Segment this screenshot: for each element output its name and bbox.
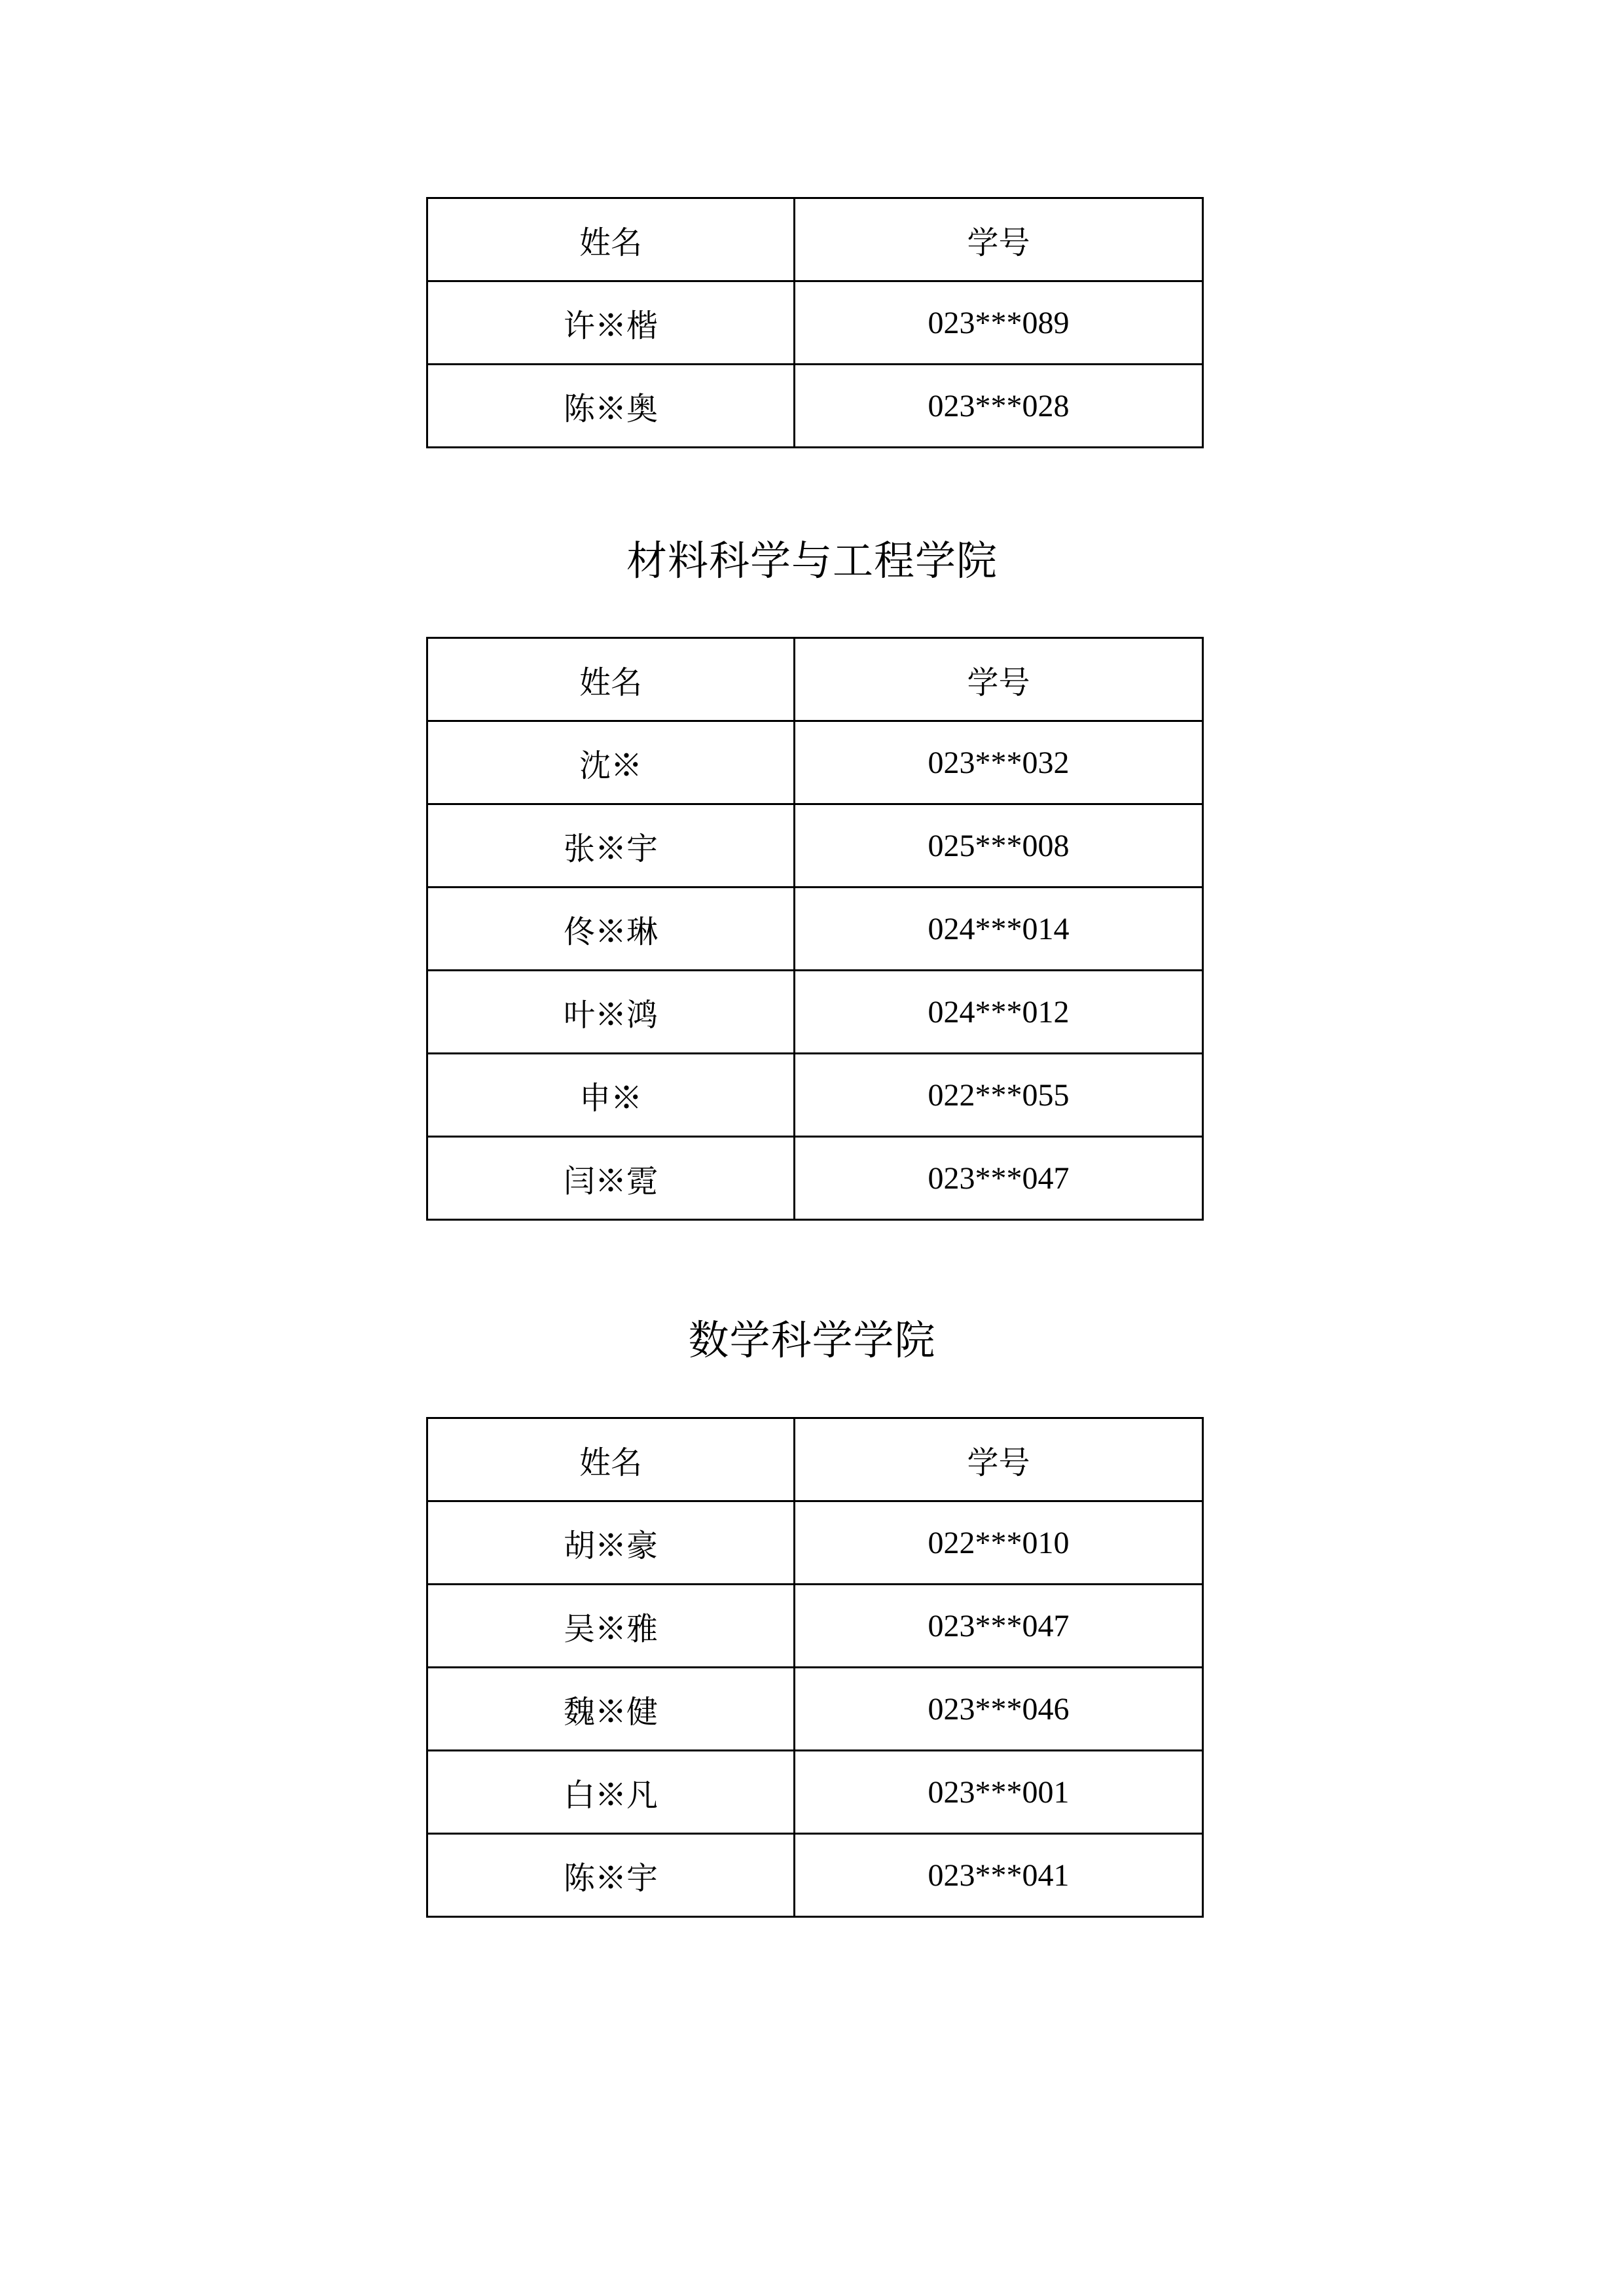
student-id: 023***032	[795, 721, 1203, 804]
table-row	[427, 1585, 1203, 1668]
roster-table-mathematics	[426, 1417, 1204, 1918]
student-id: 023***047	[795, 1585, 1203, 1668]
student-id: 023***041	[795, 1834, 1203, 1917]
table-row	[427, 888, 1203, 971]
student-name: 吴※雅	[427, 1585, 795, 1668]
student-id: 023***046	[795, 1668, 1203, 1751]
section-title-materials: 材料科学与工程学院	[626, 537, 998, 584]
table-row	[427, 971, 1203, 1054]
student-name: 白※凡	[427, 1751, 795, 1834]
student-name: 叶※鸿	[427, 971, 795, 1054]
student-id: 024***014	[795, 888, 1203, 971]
student-name: 陈※宇	[427, 1834, 795, 1917]
table-row	[427, 1501, 1203, 1585]
student-id-column-header: 学号	[795, 1418, 1203, 1501]
student-id: 025***008	[795, 804, 1203, 888]
table-header-row	[427, 638, 1203, 721]
table-header-row	[427, 198, 1203, 281]
student-id: 023***001	[795, 1751, 1203, 1834]
name-column-header: 姓名	[427, 1418, 795, 1501]
name-column-header: 姓名	[427, 198, 795, 281]
student-name: 魏※健	[427, 1668, 795, 1751]
name-column-header: 姓名	[427, 638, 795, 721]
student-name: 申※	[427, 1054, 795, 1137]
student-id: 024***012	[795, 971, 1203, 1054]
table-row	[427, 804, 1203, 888]
roster-table-materials	[426, 637, 1204, 1221]
student-name: 闫※霓	[427, 1137, 795, 1220]
student-id: 022***010	[795, 1501, 1203, 1585]
table-header-row	[427, 1418, 1203, 1501]
student-id: 023***028	[795, 365, 1203, 448]
roster-table-continued	[426, 197, 1204, 448]
section-title-mathematics: 数学科学学院	[688, 1316, 936, 1364]
table-row	[427, 1137, 1203, 1220]
student-id: 023***047	[795, 1137, 1203, 1220]
student-id: 022***055	[795, 1054, 1203, 1137]
table-row	[427, 1751, 1203, 1834]
student-id-column-header: 学号	[795, 198, 1203, 281]
student-name: 佟※琳	[427, 888, 795, 971]
student-name: 胡※豪	[427, 1501, 795, 1585]
student-name: 许※楷	[427, 281, 795, 365]
student-name: 张※宇	[427, 804, 795, 888]
student-id: 023***089	[795, 281, 1203, 365]
student-name: 陈※奥	[427, 365, 795, 448]
table-row	[427, 365, 1203, 448]
student-name: 沈※	[427, 721, 795, 804]
table-row	[427, 1668, 1203, 1751]
table-row	[427, 1054, 1203, 1137]
student-id-column-header: 学号	[795, 638, 1203, 721]
table-row	[427, 281, 1203, 365]
table-row	[427, 1834, 1203, 1917]
table-row	[427, 721, 1203, 804]
